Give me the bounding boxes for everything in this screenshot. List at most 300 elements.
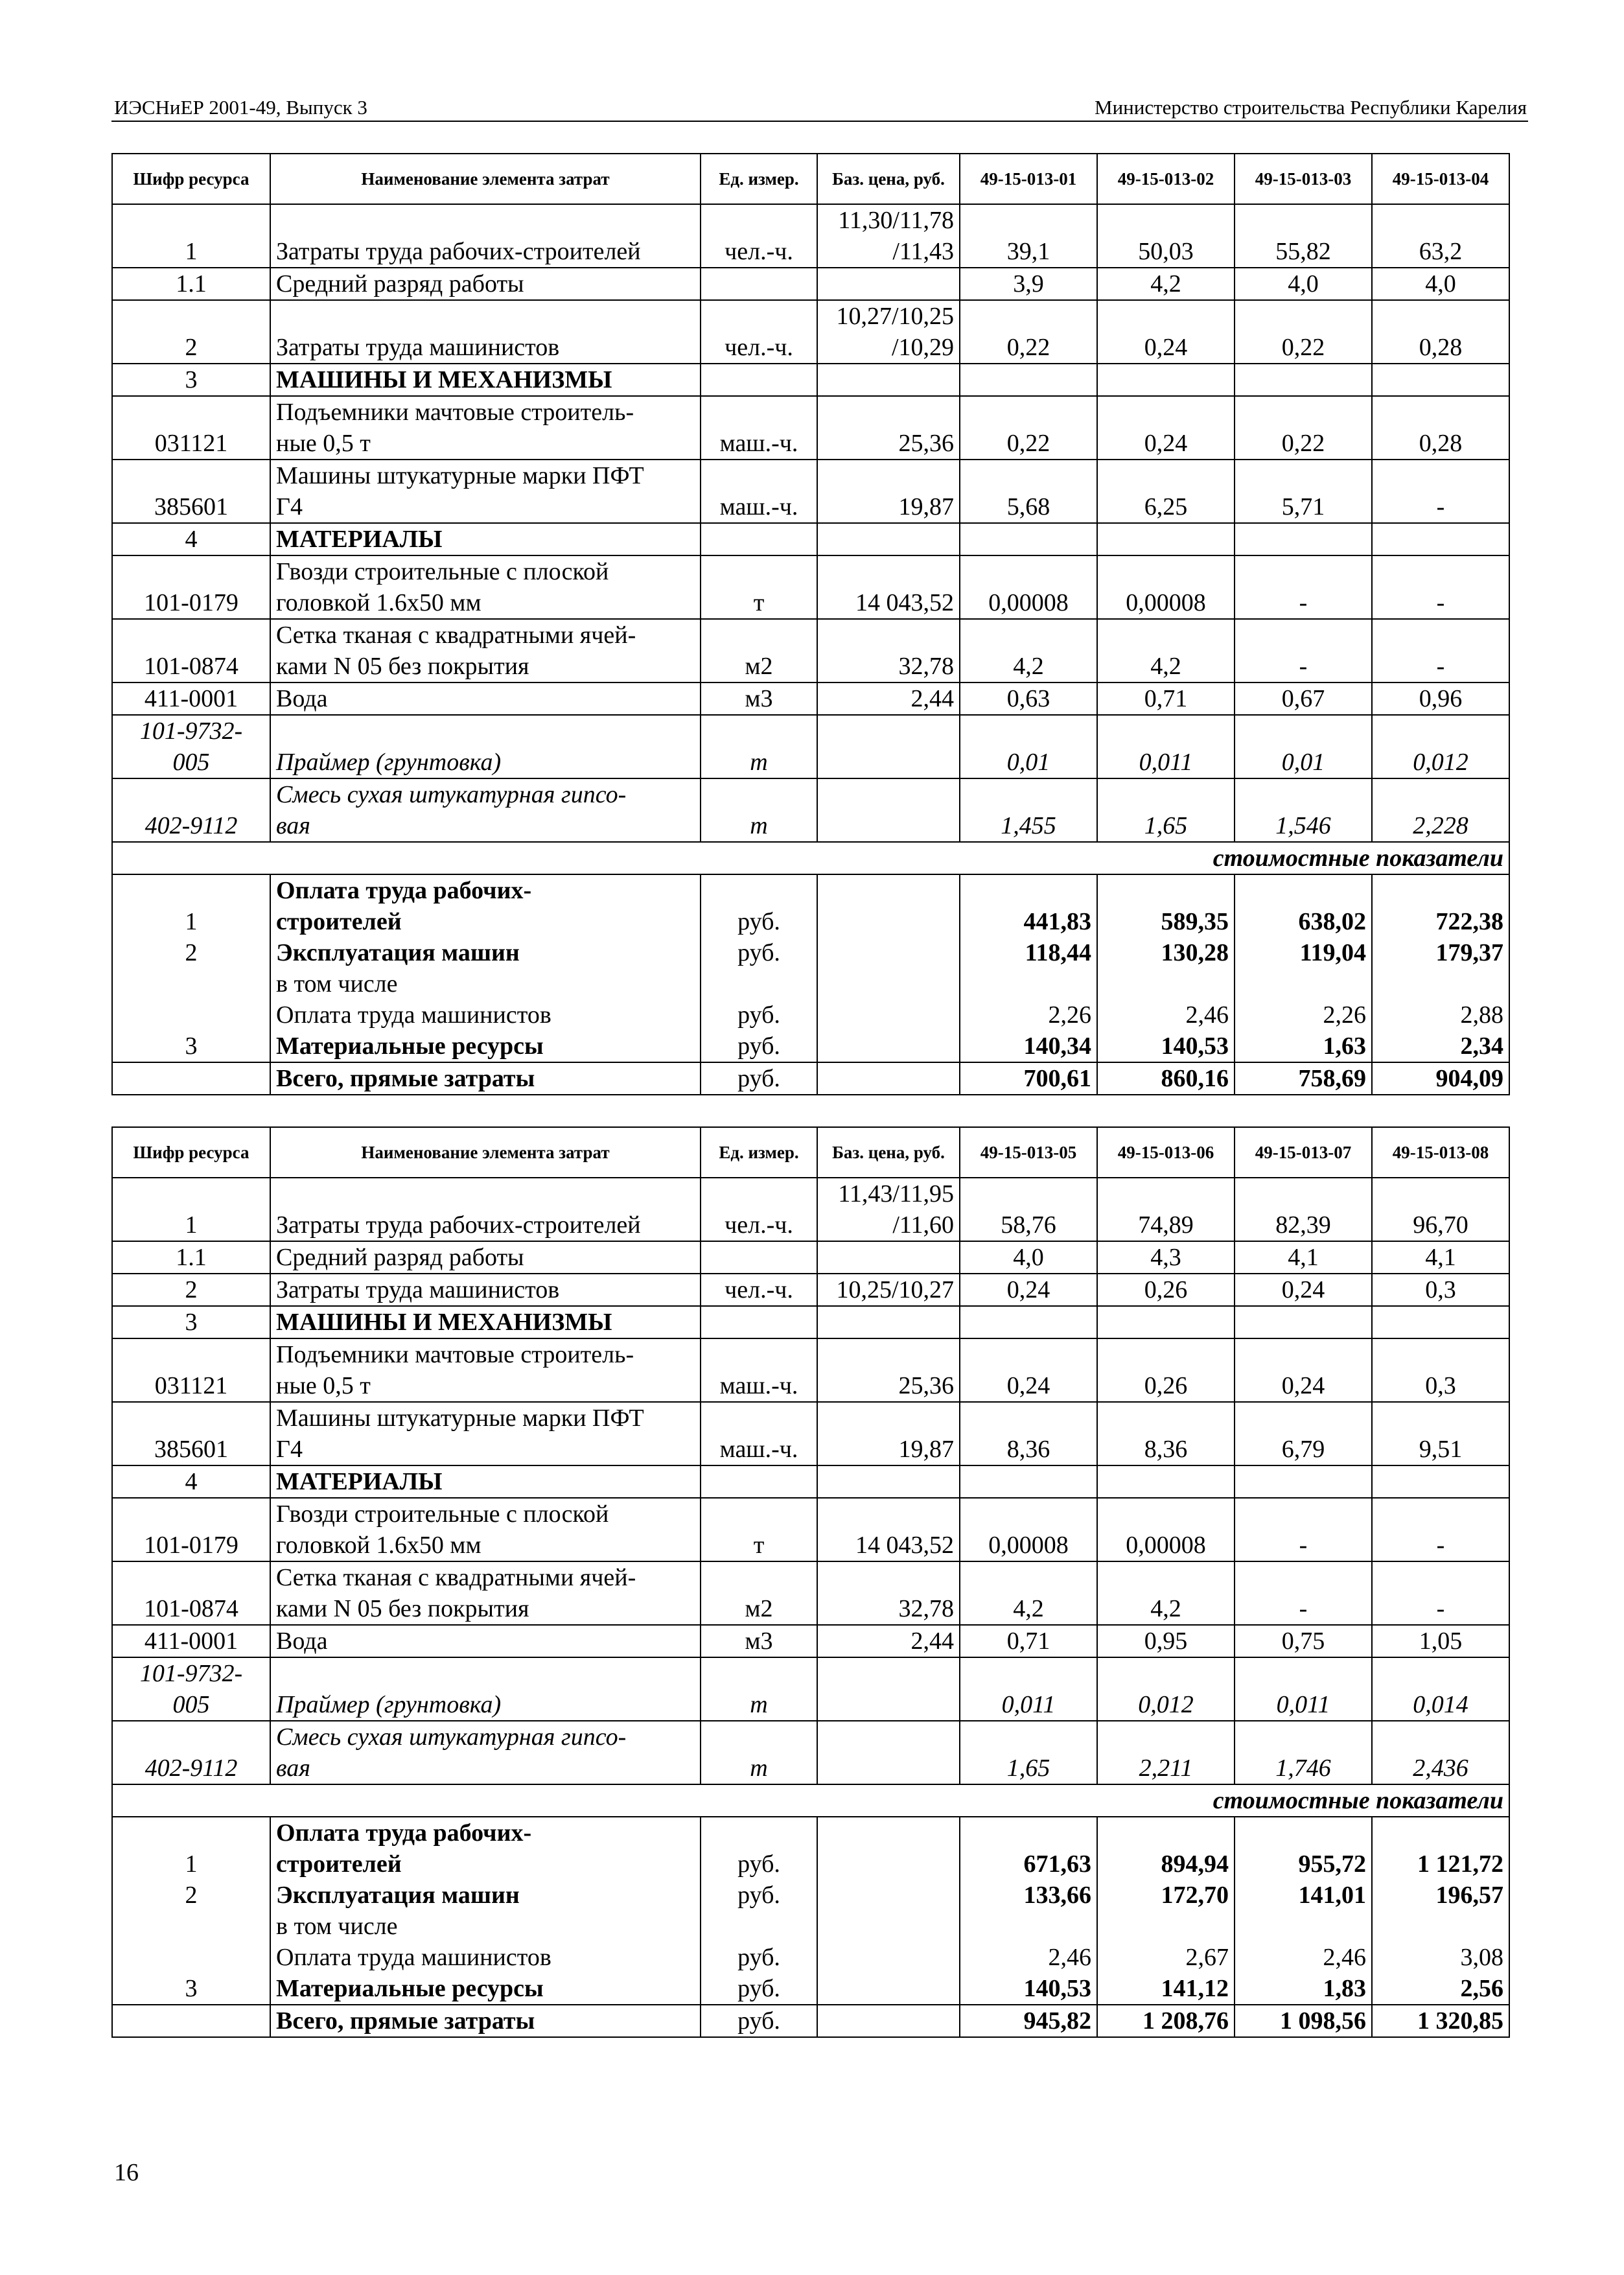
cost-value: 133,66 [960, 1880, 1097, 1911]
norm-value: 0,28 [1372, 396, 1509, 460]
cost-code [112, 1062, 270, 1095]
cost-value: 2,56 [1372, 1973, 1509, 2005]
col-price-header: Баз. цена, руб. [817, 154, 960, 204]
cost-name: Оплата труда машинистов [270, 999, 701, 1031]
resource-base-price [817, 1306, 960, 1338]
cost-value: 141,01 [1235, 1880, 1372, 1911]
resource-base-price: 32,78 [817, 1561, 960, 1625]
norm-value: 0,00008 [1097, 1498, 1235, 1561]
cost-row [112, 1942, 1509, 1973]
cost-unit [701, 1911, 817, 1942]
norm-value: 63,2 [1372, 204, 1509, 268]
resource-code: 402-9112 [112, 1721, 270, 1784]
resource-code: 4 [112, 523, 270, 555]
resource-unit [701, 1306, 817, 1338]
resource-name: Затраты труда рабочих-строителей [270, 204, 701, 268]
norm-value: 2,211 [1097, 1721, 1235, 1784]
cost-value [1235, 1911, 1372, 1942]
cost-price [817, 1817, 960, 1880]
resource-row [112, 682, 1509, 715]
cost-name: Всего, прямые затраты [270, 1062, 701, 1095]
resource-base-price: 25,36 [817, 396, 960, 460]
resource-unit [701, 1465, 817, 1498]
cost-row [112, 1062, 1509, 1095]
resource-name: МАШИНЫ И МЕХАНИЗМЫ [270, 1306, 701, 1338]
norm-value [960, 1465, 1097, 1498]
resource-code: 1.1 [112, 1241, 270, 1274]
resource-name: Машины штукатурные марки ПФТ Г4 [270, 1402, 701, 1465]
norm-value: 50,03 [1097, 204, 1235, 268]
cost-unit [701, 968, 817, 999]
cost-value: 722,38 [1372, 874, 1509, 937]
norm-value: 0,24 [1235, 1274, 1372, 1306]
cost-code: 2 [112, 1880, 270, 1911]
cost-value: 589,35 [1097, 874, 1235, 937]
norm-value: 0,24 [960, 1274, 1097, 1306]
cost-value: 118,44 [960, 937, 1097, 968]
norm-value: 0,22 [1235, 300, 1372, 364]
cost-value: 2,46 [960, 1942, 1097, 1973]
norm-value: - [1235, 1498, 1372, 1561]
cost-price [817, 937, 960, 968]
norm-value: - [1235, 1561, 1372, 1625]
cost-value: 130,28 [1097, 937, 1235, 968]
resource-unit: чел.-ч. [701, 300, 817, 364]
resource-row [112, 460, 1509, 523]
resource-row [112, 619, 1509, 682]
col-code-header: Шифр ресурса [112, 154, 270, 204]
cost-indicators-label: стоимостные показатели [112, 842, 1509, 874]
cost-price [817, 968, 960, 999]
resource-code: 411-0001 [112, 1625, 270, 1657]
cost-value: 2,34 [1372, 1031, 1509, 1062]
col-norm-code-header: 49-15-013-01 [960, 154, 1097, 204]
cost-value [960, 968, 1097, 999]
norm-value: 2,436 [1372, 1721, 1509, 1784]
cost-name: Оплата труда машинистов [270, 1942, 701, 1973]
norm-value: 4,2 [1097, 1561, 1235, 1625]
resource-row [112, 715, 1509, 778]
col-code-header: Шифр ресурса [112, 1127, 270, 1178]
document-header-left: ИЭСНиЕР 2001-49, Выпуск 3 [114, 96, 367, 119]
cost-name: Материальные ресурсы [270, 1973, 701, 2005]
norm-value: 1,746 [1235, 1721, 1372, 1784]
norm-value: 0,24 [1097, 300, 1235, 364]
table-header-row [112, 1127, 1509, 1178]
resource-base-price: 11,43/11,95 /11,60 [817, 1178, 960, 1241]
resource-unit: маш.-ч. [701, 460, 817, 523]
col-norm-code-header: 49-15-013-05 [960, 1127, 1097, 1178]
norms-table-1 [111, 153, 1510, 1095]
resource-base-price: 11,30/11,78 /11,43 [817, 204, 960, 268]
norm-value [1097, 1306, 1235, 1338]
norm-value [1372, 1306, 1509, 1338]
norm-value [960, 1306, 1097, 1338]
resource-base-price [817, 1241, 960, 1274]
cost-value: 140,53 [1097, 1031, 1235, 1062]
norm-value: 96,70 [1372, 1178, 1509, 1241]
cost-name: Эксплуатация машин [270, 937, 701, 968]
resource-unit [701, 268, 817, 300]
cost-row [112, 1911, 1509, 1942]
cost-row [112, 1973, 1509, 2005]
cost-name: Эксплуатация машин [270, 1880, 701, 1911]
norm-value [1235, 523, 1372, 555]
resource-code: 101-0874 [112, 619, 270, 682]
resource-name: МАШИНЫ И МЕХАНИЗМЫ [270, 364, 701, 396]
cost-unit: руб. [701, 2005, 817, 2037]
resource-name: Праймер (грунтовка) [270, 1657, 701, 1721]
norm-value: 0,28 [1372, 300, 1509, 364]
norm-value: 0,26 [1097, 1274, 1235, 1306]
norm-value: 39,1 [960, 204, 1097, 268]
resource-code: 101-9732- 005 [112, 1657, 270, 1721]
resource-code: 101-0874 [112, 1561, 270, 1625]
resource-unit: т [701, 715, 817, 778]
cost-price [817, 1031, 960, 1062]
norm-value: 0,00008 [1097, 555, 1235, 619]
resource-code: 1 [112, 1178, 270, 1241]
norm-value: 0,012 [1372, 715, 1509, 778]
norm-value [1372, 1465, 1509, 1498]
resource-name: Подъемники мачтовые строитель- ные 0,5 т [270, 396, 701, 460]
resource-unit: маш.-ч. [701, 1402, 817, 1465]
norm-value [1235, 364, 1372, 396]
resource-base-price: 2,44 [817, 682, 960, 715]
resource-unit: т [701, 555, 817, 619]
resource-unit: чел.-ч. [701, 1274, 817, 1306]
resource-unit: м3 [701, 1625, 817, 1657]
cost-name: в том числе [270, 968, 701, 999]
cost-price [817, 1911, 960, 1942]
resource-unit: м3 [701, 682, 817, 715]
norm-value: 8,36 [1097, 1402, 1235, 1465]
resource-row [112, 1561, 1509, 1625]
resource-code: 031121 [112, 396, 270, 460]
cost-value: 1 208,76 [1097, 2005, 1235, 2037]
cost-value [960, 1911, 1097, 1942]
resource-base-price [817, 364, 960, 396]
norm-value: 0,22 [960, 300, 1097, 364]
cost-value: 860,16 [1097, 1062, 1235, 1095]
col-norm-code-header: 49-15-013-03 [1235, 154, 1372, 204]
header-rule [111, 121, 1528, 122]
resource-base-price [817, 523, 960, 555]
norm-value: 4,2 [1097, 619, 1235, 682]
norm-value: 0,01 [960, 715, 1097, 778]
norm-value: 82,39 [1235, 1178, 1372, 1241]
resource-base-price [817, 1465, 960, 1498]
page-number: 16 [114, 2159, 139, 2186]
resource-name: МАТЕРИАЛЫ [270, 1465, 701, 1498]
cost-value [1097, 968, 1235, 999]
norm-value: 0,67 [1235, 682, 1372, 715]
norm-value: 4,2 [960, 619, 1097, 682]
norm-value: - [1235, 619, 1372, 682]
resource-name: Сетка тканая с квадратными ячей- ками N 05 без покрытия [270, 1561, 701, 1625]
resource-row [112, 1338, 1509, 1402]
norm-value [960, 523, 1097, 555]
cost-value: 441,83 [960, 874, 1097, 937]
section-row [112, 523, 1509, 555]
norm-value [1235, 1465, 1372, 1498]
resource-name: Машины штукатурные марки ПФТ Г4 [270, 460, 701, 523]
resource-row [112, 778, 1509, 842]
cost-code: 3 [112, 1031, 270, 1062]
norm-value: 0,01 [1235, 715, 1372, 778]
norm-value: 4,0 [1372, 268, 1509, 300]
norm-value: 2,228 [1372, 778, 1509, 842]
resource-name: Средний разряд работы [270, 268, 701, 300]
col-name-header: Наименование элемента затрат [270, 1127, 701, 1178]
cost-value: 2,67 [1097, 1942, 1235, 1973]
norm-value: 0,00008 [960, 1498, 1097, 1561]
norm-value: 0,3 [1372, 1338, 1509, 1402]
resource-row [112, 555, 1509, 619]
cost-row [112, 1031, 1509, 1062]
cost-code: 3 [112, 1973, 270, 2005]
resource-base-price: 19,87 [817, 1402, 960, 1465]
col-unit-header: Ед. измер. [701, 154, 817, 204]
norm-value: 0,011 [960, 1657, 1097, 1721]
resource-base-price [817, 1657, 960, 1721]
norm-value: 9,51 [1372, 1402, 1509, 1465]
resource-name: Праймер (грунтовка) [270, 715, 701, 778]
section-row [112, 1465, 1509, 1498]
cost-code: 2 [112, 937, 270, 968]
norm-value [960, 364, 1097, 396]
cost-value [1372, 968, 1509, 999]
cost-value: 140,34 [960, 1031, 1097, 1062]
norm-value: - [1372, 555, 1509, 619]
resource-name: Средний разряд работы [270, 1241, 701, 1274]
table-header-row [112, 154, 1509, 204]
cost-value: 638,02 [1235, 874, 1372, 937]
cost-value [1235, 968, 1372, 999]
cost-value: 671,63 [960, 1817, 1097, 1880]
norm-value: 0,22 [1235, 396, 1372, 460]
resource-code: 3 [112, 364, 270, 396]
cost-value: 140,53 [960, 1973, 1097, 2005]
cost-value: 1,83 [1235, 1973, 1372, 2005]
resource-row [112, 1721, 1509, 1784]
cost-value: 2,46 [1235, 1942, 1372, 1973]
resource-unit: м2 [701, 1561, 817, 1625]
norm-value: 74,89 [1097, 1178, 1235, 1241]
cost-indicators-band [112, 842, 1509, 874]
resource-unit [701, 364, 817, 396]
cost-value: 196,57 [1372, 1880, 1509, 1911]
cost-unit: руб. [701, 1942, 817, 1973]
cost-unit: руб. [701, 874, 817, 937]
col-norm-code-header: 49-15-013-08 [1372, 1127, 1509, 1178]
norm-value: 0,95 [1097, 1625, 1235, 1657]
col-norm-code-header: 49-15-013-07 [1235, 1127, 1372, 1178]
cost-price [817, 874, 960, 937]
cost-value: 2,26 [1235, 999, 1372, 1031]
resource-row [112, 204, 1509, 268]
norm-value: 0,96 [1372, 682, 1509, 715]
norm-value: - [1372, 619, 1509, 682]
resource-base-price: 14 043,52 [817, 1498, 960, 1561]
norm-value: 55,82 [1235, 204, 1372, 268]
cost-name: Всего, прямые затраты [270, 2005, 701, 2037]
cost-value [1372, 1911, 1509, 1942]
resource-base-price: 10,25/10,27 [817, 1274, 960, 1306]
resource-unit: м2 [701, 619, 817, 682]
resource-row [112, 1178, 1509, 1241]
resource-unit: т [701, 1721, 817, 1784]
resource-name: Гвозди строительные с плоской головкой 1.6х50 мм [270, 555, 701, 619]
norm-value: 0,011 [1097, 715, 1235, 778]
resource-code: 3 [112, 1306, 270, 1338]
col-name-header: Наименование элемента затрат [270, 154, 701, 204]
cost-unit: руб. [701, 1062, 817, 1095]
cost-value: 1 098,56 [1235, 2005, 1372, 2037]
resource-unit: маш.-ч. [701, 396, 817, 460]
resource-base-price: 10,27/10,25 /10,29 [817, 300, 960, 364]
norm-value: 0,22 [960, 396, 1097, 460]
resource-code: 101-9732- 005 [112, 715, 270, 778]
resource-code: 411-0001 [112, 682, 270, 715]
resource-row [112, 1274, 1509, 1306]
norm-value [1372, 364, 1509, 396]
resource-unit: чел.-ч. [701, 204, 817, 268]
cost-row [112, 1880, 1509, 1911]
cost-name: Материальные ресурсы [270, 1031, 701, 1062]
cost-name: в том числе [270, 1911, 701, 1942]
cost-row [112, 1817, 1509, 1880]
cost-value: 2,46 [1097, 999, 1235, 1031]
norm-value: 0,014 [1372, 1657, 1509, 1721]
resource-name: Затраты труда машинистов [270, 1274, 701, 1306]
cost-row [112, 2005, 1509, 2037]
resource-row [112, 1498, 1509, 1561]
norm-value: - [1372, 1498, 1509, 1561]
cost-unit: руб. [701, 937, 817, 968]
resource-base-price: 14 043,52 [817, 555, 960, 619]
resource-name: Вода [270, 682, 701, 715]
cost-value: 1 121,72 [1372, 1817, 1509, 1880]
resource-unit [701, 523, 817, 555]
cost-value: 2,88 [1372, 999, 1509, 1031]
norm-value: 0,71 [960, 1625, 1097, 1657]
resource-base-price [817, 1721, 960, 1784]
resource-name: Вода [270, 1625, 701, 1657]
cost-name: Оплата труда рабочих- строителей [270, 874, 701, 937]
norm-value: 4,1 [1235, 1241, 1372, 1274]
col-norm-code-header: 49-15-013-06 [1097, 1127, 1235, 1178]
norm-value: 1,05 [1372, 1625, 1509, 1657]
cost-unit: руб. [701, 1880, 817, 1911]
resource-row [112, 300, 1509, 364]
resource-code: 385601 [112, 1402, 270, 1465]
cost-value: 119,04 [1235, 937, 1372, 968]
cost-indicators-label: стоимостные показатели [112, 1784, 1509, 1817]
resource-code: 1 [112, 204, 270, 268]
cost-code: 1 [112, 1817, 270, 1880]
resource-name: МАТЕРИАЛЫ [270, 523, 701, 555]
cost-code: 1 [112, 874, 270, 937]
cost-value: 1,63 [1235, 1031, 1372, 1062]
col-unit-header: Ед. измер. [701, 1127, 817, 1178]
resource-base-price [817, 268, 960, 300]
resource-base-price: 25,36 [817, 1338, 960, 1402]
resource-code: 101-0179 [112, 1498, 270, 1561]
resource-unit: чел.-ч. [701, 1178, 817, 1241]
norm-value: 4,1 [1372, 1241, 1509, 1274]
norm-value: 5,71 [1235, 460, 1372, 523]
resource-row [112, 396, 1509, 460]
norm-value [1097, 364, 1235, 396]
cost-value: 945,82 [960, 2005, 1097, 2037]
cost-row [112, 874, 1509, 937]
resource-base-price: 32,78 [817, 619, 960, 682]
resource-unit: т [701, 1498, 817, 1561]
cost-code [112, 2005, 270, 2037]
cost-value: 2,26 [960, 999, 1097, 1031]
cost-unit: руб. [701, 1973, 817, 2005]
norm-value: 0,3 [1372, 1274, 1509, 1306]
cost-value: 904,09 [1372, 1062, 1509, 1095]
cost-price [817, 1062, 960, 1095]
resource-base-price: 2,44 [817, 1625, 960, 1657]
cost-indicators-band [112, 1784, 1509, 1817]
resource-code: 101-0179 [112, 555, 270, 619]
norm-value: 4,0 [1235, 268, 1372, 300]
cost-row [112, 937, 1509, 968]
resource-code: 2 [112, 1274, 270, 1306]
norm-value: 4,2 [960, 1561, 1097, 1625]
norm-value [1372, 523, 1509, 555]
cost-code [112, 1942, 270, 1973]
resource-name: Затраты труда рабочих-строителей [270, 1178, 701, 1241]
resource-unit: т [701, 1657, 817, 1721]
cost-value: 700,61 [960, 1062, 1097, 1095]
cost-code [112, 968, 270, 999]
col-norm-code-header: 49-15-013-04 [1372, 154, 1509, 204]
resource-row [112, 1402, 1509, 1465]
resource-name: Смесь сухая штукатурная гипсо- вая [270, 778, 701, 842]
norm-value: 4,0 [960, 1241, 1097, 1274]
resource-row [112, 1625, 1509, 1657]
cost-value: 179,37 [1372, 937, 1509, 968]
resource-row [112, 268, 1509, 300]
cost-code [112, 1911, 270, 1942]
cost-price [817, 1880, 960, 1911]
norm-value: 0,011 [1235, 1657, 1372, 1721]
resource-unit: маш.-ч. [701, 1338, 817, 1402]
cost-price [817, 1942, 960, 1973]
norm-value: 0,24 [1097, 396, 1235, 460]
cost-row [112, 968, 1509, 999]
resource-base-price [817, 715, 960, 778]
resource-row [112, 1657, 1509, 1721]
cost-row [112, 999, 1509, 1031]
norm-value: 1,455 [960, 778, 1097, 842]
norm-value: 0,24 [1235, 1338, 1372, 1402]
norm-value [1097, 523, 1235, 555]
norm-value: 0,71 [1097, 682, 1235, 715]
norm-value [1097, 1465, 1235, 1498]
cost-code [112, 999, 270, 1031]
cost-unit: руб. [701, 1817, 817, 1880]
norm-value: 0,00008 [960, 555, 1097, 619]
norm-value: 0,24 [960, 1338, 1097, 1402]
section-row [112, 364, 1509, 396]
resource-code: 402-9112 [112, 778, 270, 842]
cost-value: 141,12 [1097, 1973, 1235, 2005]
